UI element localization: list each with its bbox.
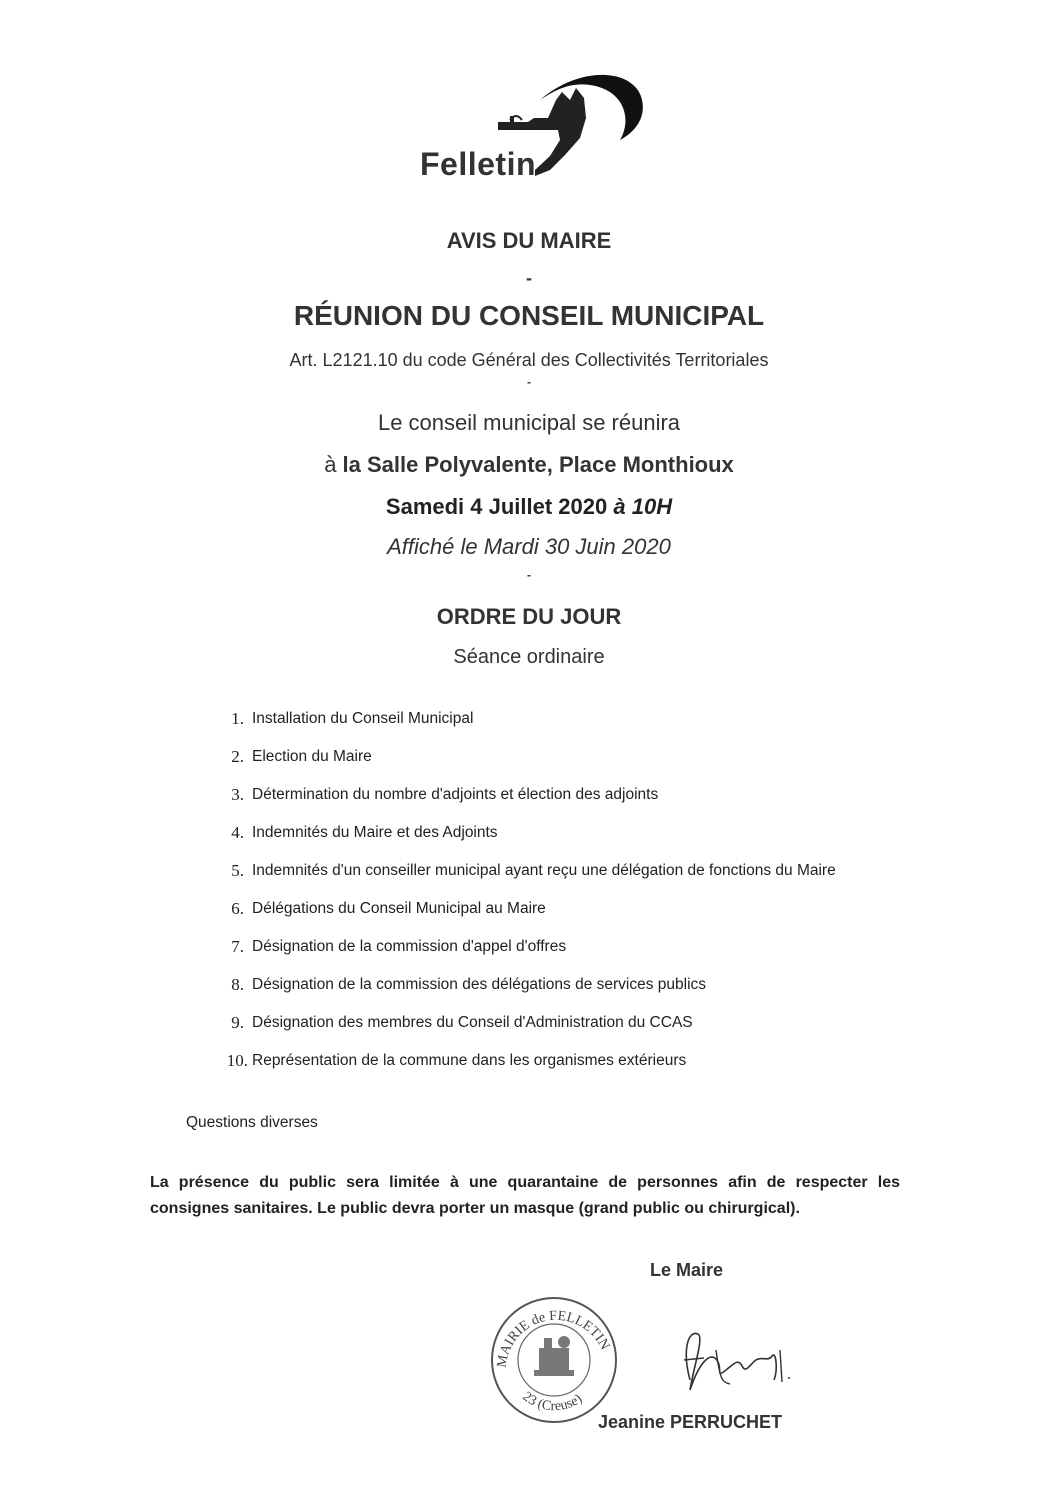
agenda-item-text: Installation du Conseil Municipal xyxy=(252,710,474,727)
separator: - xyxy=(527,568,531,582)
location-prefix: à xyxy=(324,452,343,477)
meeting-date xyxy=(0,494,1058,520)
agenda-item-number: 3. xyxy=(231,785,244,804)
agenda-item xyxy=(210,744,910,769)
meeting-intro: Le conseil municipal se réunira xyxy=(377,410,681,435)
agenda-item-text: Détermination du nombre d'adjoints et élection des adjoints xyxy=(252,786,659,803)
agenda-item-text: Election du Maire xyxy=(252,748,372,765)
agenda-item-number: 1. xyxy=(231,709,244,728)
agenda-item-number: 6. xyxy=(231,899,244,918)
agenda-item xyxy=(210,972,910,997)
town-hall-seal-icon xyxy=(484,1290,624,1430)
agenda-item-text: Indemnités du Maire et des Adjoints xyxy=(252,824,498,841)
agenda-subtitle: Séance ordinaire xyxy=(453,646,605,668)
agenda-item-text: Désignation des membres du Conseil d'Administration du CCAS xyxy=(252,1014,693,1031)
notice-heading: AVIS DU MAIRE xyxy=(446,228,612,253)
meeting-location xyxy=(0,452,1058,478)
agenda-item-number: 4. xyxy=(231,823,244,842)
separator: - xyxy=(526,268,532,288)
agenda-item-text: Représentation de la commune dans les organismes extérieurs xyxy=(252,1052,687,1069)
agenda-title: ORDRE DU JOUR xyxy=(436,604,622,629)
agenda-item xyxy=(210,934,910,959)
agenda-item-text: Désignation de la commission d'appel d'offres xyxy=(252,938,567,955)
agenda-item-text: Délégations du Conseil Municipal au Maire xyxy=(252,900,546,917)
agenda-item xyxy=(210,896,910,921)
agenda-item xyxy=(210,858,910,883)
agenda-item-text: Désignation de la commission des délégations de services publics xyxy=(252,976,707,993)
agenda-item-text: Indemnités d'un conseiller municipal ayant reçu une délégation de fonctions du Maire xyxy=(252,862,836,879)
agenda-item xyxy=(210,820,910,845)
agenda-item-number: 9. xyxy=(231,1013,244,1032)
seal-bottom-text: 23 (Creuse) xyxy=(519,1389,586,1415)
agenda-item-number: 7. xyxy=(231,937,244,956)
agenda-item xyxy=(210,782,910,807)
legal-reference: Art. L2121.10 du code Général des Collectivités Territoriales xyxy=(289,350,769,370)
svg-text:23 (Creuse) xyxy=(519,1389,585,1414)
signatory-name: Jeanine PERRUCHET xyxy=(598,1412,783,1432)
separator: - xyxy=(527,375,531,389)
agenda-item-number: 10. xyxy=(226,1051,248,1070)
meeting-time: à 10H xyxy=(613,494,673,519)
public-notice: La présence du public sera limitée à une quarantaine de personnes afin de respecter les consignes sanitaires. Le public devra porter un masque (grand public ou chirurgical). xyxy=(150,1174,900,1217)
posted-date: Affiché le Mardi 30 Juin 2020 xyxy=(387,534,671,559)
agenda-item-number: 8. xyxy=(231,975,244,994)
questions-diverses: Questions diverses xyxy=(186,1114,318,1131)
agenda-item-number: 5. xyxy=(231,861,244,880)
agenda-item-number: 2. xyxy=(231,747,244,766)
seal-top-text: MAIRIE de FELLETIN xyxy=(494,1308,613,1369)
agenda-list xyxy=(210,706,910,1086)
location-name: la Salle Polyvalente, Place Monthioux xyxy=(342,452,734,477)
agenda-item xyxy=(210,1048,910,1073)
agenda-item xyxy=(210,1010,910,1035)
logo-text: Felletin xyxy=(420,146,537,182)
document-title: RÉUNION DU CONSEIL MUNICIPAL xyxy=(293,300,765,331)
mayor-signature-icon xyxy=(660,1320,800,1400)
signatory-role: Le Maire xyxy=(650,1260,724,1280)
agenda-item xyxy=(210,706,910,731)
meeting-day: Samedi 4 Juillet 2020 xyxy=(385,494,614,519)
